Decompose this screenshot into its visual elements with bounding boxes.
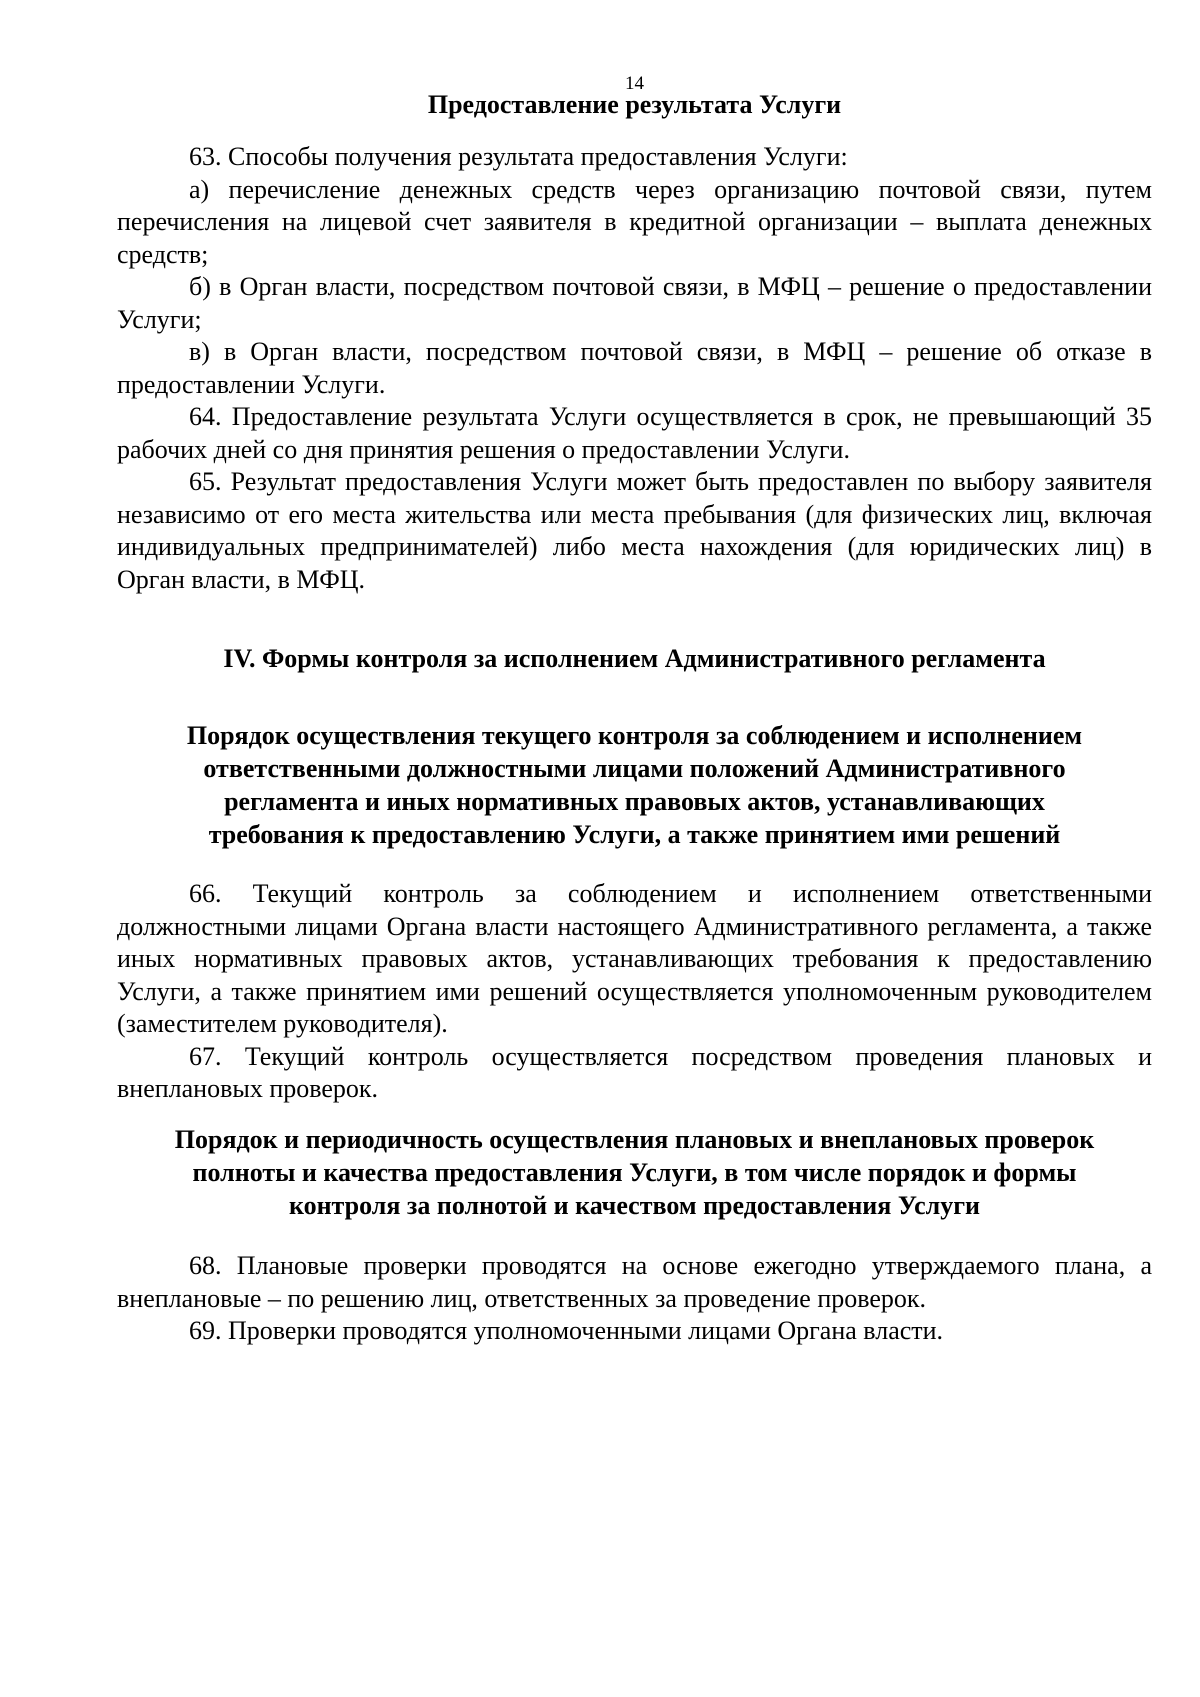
section-inspections-body (117, 1250, 1152, 1348)
section-title-line: требования к предоставлению Услуги, а также принятием ими решений (208, 820, 1061, 849)
paragraph-66: 66. Текущий контроль за соблюдением и исполнением ответственными должностными лицами Органа власти настоящего Административного регламента, а также иных нормативных правовых актов, устанавливающих требования к предоставлению Услуги, а также принятием ими решений осуществляется уполномоченным руководителем (заместителем руководителя). (117, 879, 1152, 1038)
section-current-control-title (117, 719, 1152, 851)
paragraph-64: 64. Предоставление результата Услуги осуществляется в срок, не превышающий 35 рабочих дней со дня принятия решения о предоставлении Услуги. (117, 402, 1152, 464)
paragraph-69: 69. Проверки проводятся уполномоченными лицами Органа власти. (189, 1316, 944, 1345)
section-title-line: полноты и качества предоставления Услуги, в том числе порядок и формы (192, 1158, 1077, 1187)
section-title-line: ответственными должностными лицами положений Административного (203, 754, 1066, 783)
paragraph-68: 68. Плановые проверки проводятся на основе ежегодно утверждаемого плана, а внеплановые – по решению лиц, ответственных за проведение проверок. (117, 1251, 1152, 1313)
section-title-line: регламента и иных нормативных правовых актов, устанавливающих (224, 787, 1045, 816)
paragraph-65: 65. Результат предоставления Услуги может быть предоставлен по выбору заявителя независимо от его места жительства или места пребывания (для физических лиц, включая индивидуальных предпринимателей) либо места нахождения (для юридических лиц) в Орган власти, в МФЦ. (117, 467, 1152, 594)
section-inspections-title (117, 1123, 1152, 1222)
paragraph-67: 67. Текущий контроль осуществляется посредством проведения плановых и внеплановых проверок. (117, 1041, 1152, 1103)
page-number: 14 (625, 73, 644, 94)
section-current-control-body (117, 878, 1152, 1106)
section-title-line: контроля за полнотой и качеством предоставления Услуги (288, 1191, 981, 1220)
paragraph-63-v: в) в Орган власти, посредством почтовой связи, в МФЦ – решение об отказе в предоставлении Услуги. (117, 337, 1152, 399)
paragraph-63-b: б) в Орган власти, посредством почтовой связи, в МФЦ – решение о предоставлении Услуги; (117, 272, 1152, 334)
section-result-body (117, 141, 1152, 596)
paragraph-63-a: а) перечисление денежных средств через организацию почтовой связи, путем перечисления на лицевой счет заявителя в кредитной организации – выплата денежных средств; (117, 174, 1152, 269)
chapter-iv-title: IV. Формы контроля за исполнением Административного регламента (223, 644, 1046, 673)
paragraph-63: 63. Способы получения результата предоставления Услуги: (189, 142, 848, 171)
section-result-title: Предоставление результата Услуги (427, 90, 842, 119)
section-title-line: Порядок и периодичность осуществления плановых и внеплановых проверок (174, 1125, 1095, 1154)
section-title-line: Порядок осуществления текущего контроля за соблюдением и исполнением (186, 721, 1083, 750)
